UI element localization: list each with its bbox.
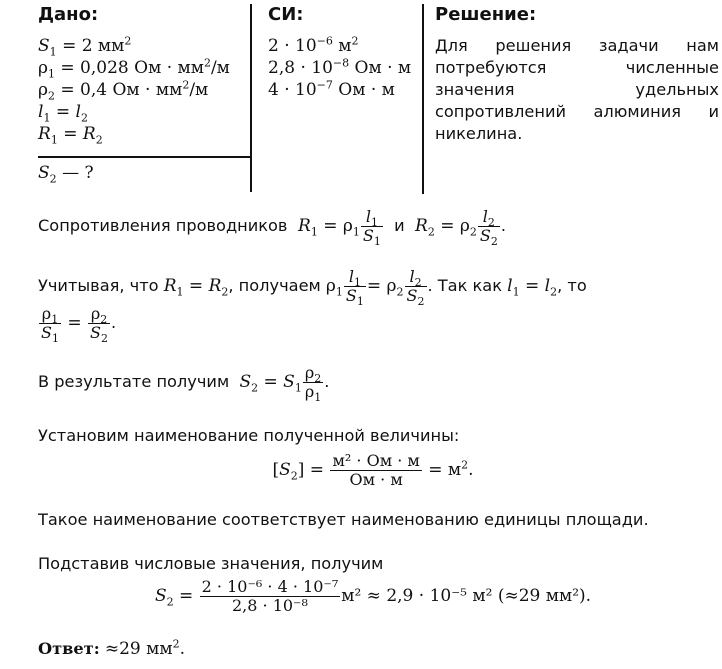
find-s2: $S_2$ — ? <box>38 163 94 186</box>
given-rho2: $\rho_2 = 0,4$ Ом · $мм^2/м$ <box>38 78 209 103</box>
unit-match-paragraph: Такое наименование соответствует наименованию единицы площади. <box>38 510 649 529</box>
solution-column <box>435 4 719 145</box>
given-s1: $S_1 = 2$ $мм^2$ <box>38 34 132 59</box>
units-formula: $[S_2]$ = м² · Ом · м Ом · м = $м^2$. <box>272 451 474 489</box>
si-line-3: $4 \cdot 10^{-7}$ Ом · м <box>268 78 395 100</box>
answer-label: Ответ: <box>38 639 100 658</box>
units-paragraph: Установим наименование полученной величины: <box>38 426 460 445</box>
given-r: $R_1 = R_2$ <box>38 124 103 147</box>
given-table <box>38 4 722 194</box>
result-paragraph: В результате получим $S_2 = S_1$ $\frac{\rho_2}{\rho_1}$ . <box>38 363 330 405</box>
given-find-divider <box>38 156 251 158</box>
solution-intro: Для решения задачи нам потребуются численные значения удельных сопротивлений алюминия и никелина. <box>435 36 719 143</box>
resistance-paragraph: Сопротивления проводников $R_1 = \rho_1$ $\frac{l_1}{S_1}$ и $R_2 = \rho_2$ $\frac{l_2}{S_2}$ . <box>38 207 506 249</box>
given-l: $l_1 = l_2$ <box>38 102 88 125</box>
equality-paragraph: Учитывая, что $R_1 = R_2$, получаем $\rho_1$ $\frac{l_1}{S_1}$ = $\rho_2$ $\frac{l_2}{S_2}$ . Так как $l_1 = l_2$, то $\frac{\rho_1}{S_1}$ = $\frac{\rho_2}{S_2}$ . <box>38 267 587 346</box>
si-column <box>268 4 438 101</box>
si-line-1: $2 \cdot 10^{-6}$ $м^2$ <box>268 34 359 56</box>
given-rho1: $\rho_1 = 0,028$ Ом · $мм^2/м$ <box>38 56 230 81</box>
substitution-paragraph: Подставив числовые значения, получим <box>38 554 384 573</box>
answer-value: ≈29 $мм^2$. <box>104 637 185 659</box>
answer <box>38 638 708 660</box>
given-title: Дано: <box>38 4 99 25</box>
given-column <box>38 4 253 186</box>
si-title: СИ: <box>268 4 304 25</box>
si-line-2: $2,8 \cdot 10^{-8}$ Ом · м <box>268 56 412 78</box>
solution-title: Решение: <box>435 4 537 25</box>
calculation-formula: $S_2$ = $\frac{\text{2 · 10⁻⁶ · 4 · 10⁻⁷}}{\text{2,8 · 10⁻⁸}}$ м² ≈ 2,9 · 10⁻⁵ м² (≈29 мм²). <box>154 577 592 615</box>
